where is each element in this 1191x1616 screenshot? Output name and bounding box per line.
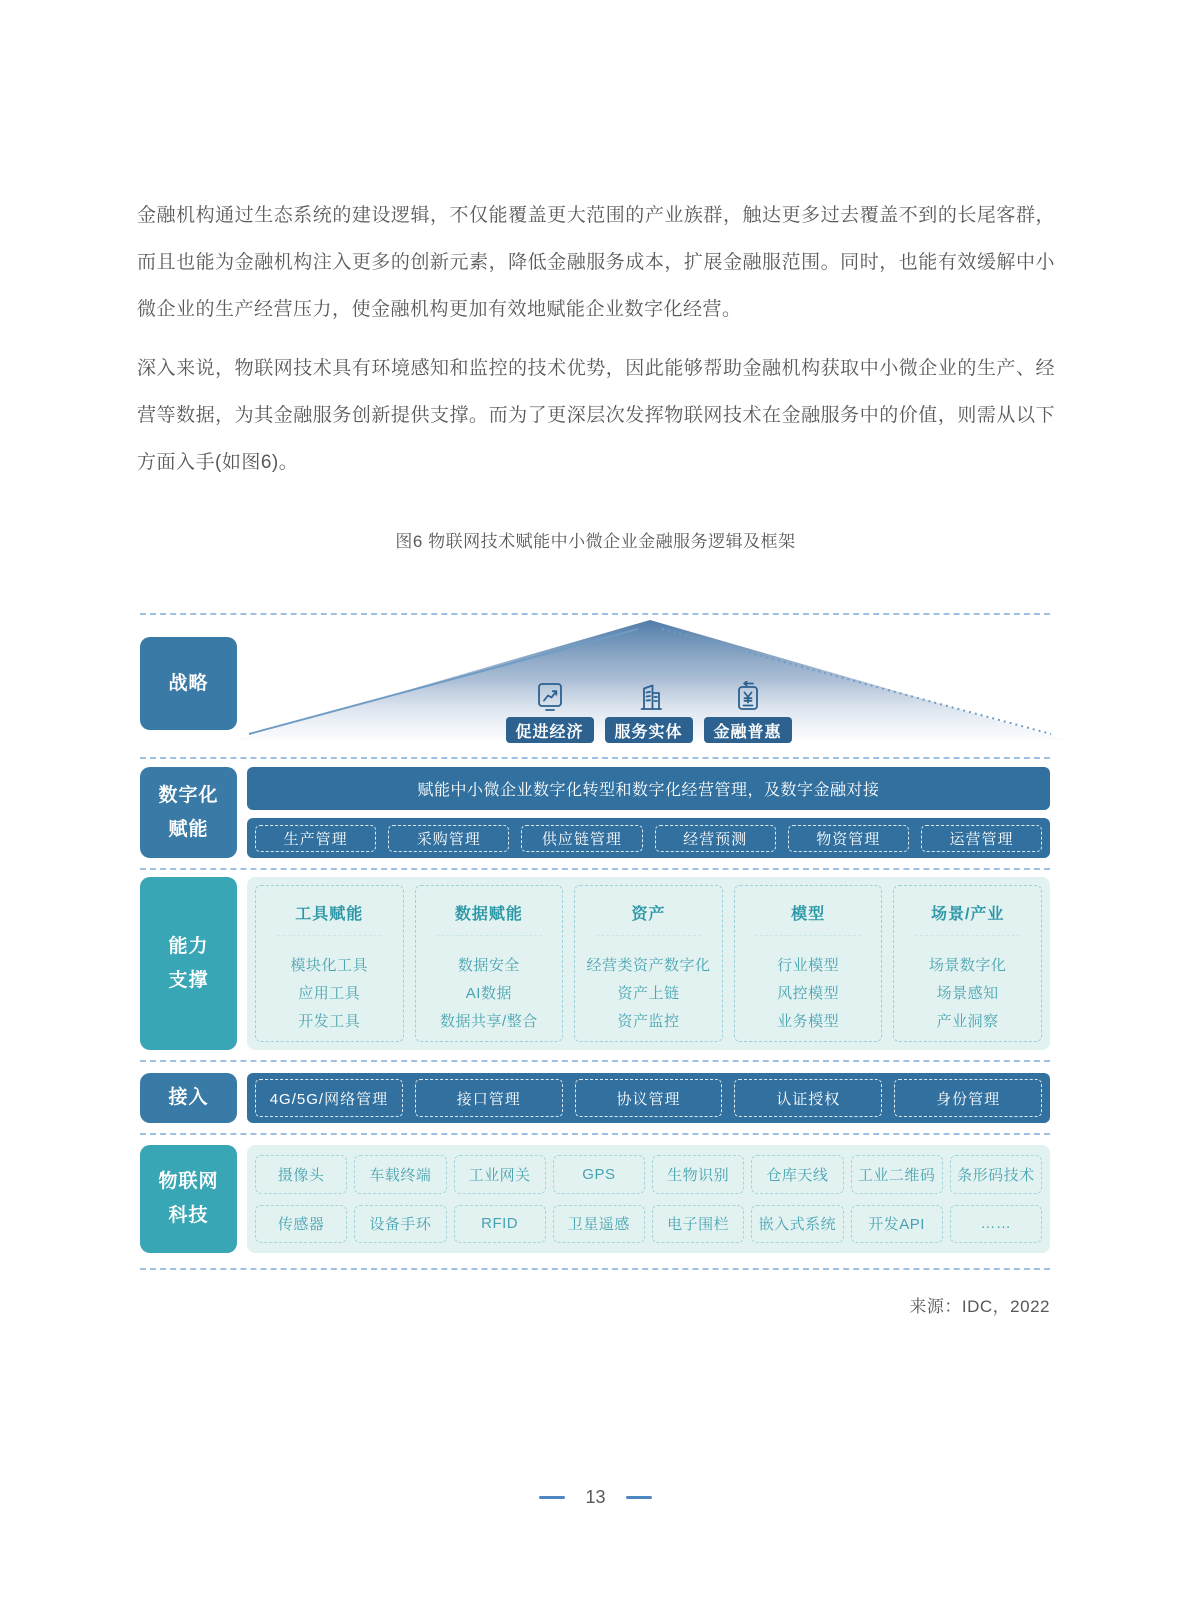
capability-column-models: 模型 行业模型 风控模型 业务模型 bbox=[734, 885, 883, 1042]
goal-button: 促进经济 bbox=[506, 717, 594, 743]
strip-item: 生产管理 bbox=[255, 825, 376, 852]
footer-dash-left bbox=[539, 1496, 565, 1499]
row-label-digital-enablement: 数字化 赋能 bbox=[140, 767, 237, 858]
capability-item: 经营类资产数字化 bbox=[586, 957, 711, 974]
strategy-goals bbox=[247, 680, 1050, 743]
row-label-strategy: 战略 bbox=[140, 637, 237, 730]
capability-item: 数据安全 bbox=[457, 957, 520, 974]
divider bbox=[596, 935, 702, 936]
divider bbox=[140, 868, 1050, 870]
row-label-capability-support: 能力 支撑 bbox=[140, 877, 237, 1050]
page-footer bbox=[0, 1487, 1191, 1508]
capability-item: 风控模型 bbox=[777, 985, 840, 1002]
yuan-receipt-icon bbox=[732, 680, 764, 714]
figure-source: 来源：IDC，2022 bbox=[909, 1297, 1050, 1316]
capability-item: 产业洞察 bbox=[936, 1013, 999, 1030]
divider bbox=[140, 613, 1050, 615]
goal-button: 服务实体 bbox=[605, 717, 693, 743]
strip-item: 身份管理 bbox=[894, 1079, 1042, 1117]
capability-item: 应用工具 bbox=[298, 985, 361, 1002]
strip-item: 供应链管理 bbox=[521, 825, 642, 852]
strip-item: 协议管理 bbox=[575, 1079, 723, 1117]
iot-item: 开发API bbox=[851, 1205, 943, 1244]
figure-caption: 图6 物联网技术赋能中小微企业金融服务逻辑及框架 bbox=[395, 532, 796, 551]
capability-item: 资产上链 bbox=[617, 985, 680, 1002]
goal-promote-economy bbox=[506, 680, 594, 743]
iot-item: GPS bbox=[553, 1155, 645, 1194]
capability-column-scenarios: 场景/产业 场景数字化 场景感知 产业洞察 bbox=[893, 885, 1042, 1042]
goal-serve-entity bbox=[605, 680, 693, 743]
iot-row-2 bbox=[255, 1205, 1042, 1244]
body-paragraph-2: 深入来说，物联网技术具有环境感知和监控的技术优势，因此能够帮助金融机构获取中小微企业的生产、经营等数据，为其金融服务创新提供支撑。而为了更深层次发挥物联网技术在金融服务中的价值，则需从以下方面入手(如图6)。 bbox=[137, 358, 1055, 473]
strip-item: 采购管理 bbox=[388, 825, 509, 852]
capability-item: AI数据 bbox=[465, 985, 512, 1002]
divider bbox=[140, 1060, 1050, 1062]
strip-item: 4G/5G/网络管理 bbox=[255, 1079, 403, 1117]
building-icon bbox=[633, 680, 665, 714]
capability-item: 行业模型 bbox=[777, 957, 840, 974]
capability-panel bbox=[247, 877, 1050, 1050]
divider bbox=[140, 1133, 1050, 1135]
capability-column-data: 数据赋能 数据安全 AI数据 数据共享/整合 bbox=[415, 885, 564, 1042]
divider bbox=[915, 935, 1021, 936]
iot-item: …… bbox=[950, 1205, 1042, 1244]
strip-item: 认证授权 bbox=[734, 1079, 882, 1117]
iot-row-1 bbox=[255, 1155, 1042, 1194]
page-number: 13 bbox=[585, 1487, 606, 1507]
iot-item: 传感器 bbox=[255, 1205, 347, 1244]
capability-item: 资产监控 bbox=[617, 1013, 680, 1030]
divider bbox=[140, 1268, 1050, 1270]
strip-item: 运营管理 bbox=[921, 825, 1042, 852]
goal-button: 金融普惠 bbox=[704, 717, 792, 743]
iot-item: 嵌入式系统 bbox=[751, 1205, 843, 1244]
iot-item: 车载终端 bbox=[354, 1155, 446, 1194]
divider bbox=[277, 935, 383, 936]
iot-item: 条形码技术 bbox=[950, 1155, 1042, 1194]
iot-item: 生物识别 bbox=[652, 1155, 744, 1194]
iot-item: 仓库天线 bbox=[751, 1155, 843, 1194]
goal-financial-inclusion bbox=[704, 680, 792, 743]
digital-management-strip bbox=[247, 818, 1050, 858]
capability-column-assets: 资产 经营类资产数字化 资产上链 资产监控 bbox=[574, 885, 723, 1042]
iot-item: 工业二维码 bbox=[851, 1155, 943, 1194]
iot-item: 工业网关 bbox=[454, 1155, 546, 1194]
chart-growth-icon bbox=[534, 680, 566, 714]
capability-item: 模块化工具 bbox=[290, 957, 369, 974]
divider bbox=[436, 935, 542, 936]
strip-item: 接口管理 bbox=[415, 1079, 563, 1117]
footer-dash-right bbox=[626, 1496, 652, 1499]
body-paragraph-1: 金融机构通过生态系统的建设逻辑，不仅能覆盖更大范围的产业族群，触达更多过去覆盖不到的长尾客群，而且也能为金融机构注入更多的创新元素，降低金融服务成本，扩展金融服范围。同时，也能有效缓解中小微企业的生产经营压力，使金融机构更加有效地赋能企业数字化经营。 bbox=[137, 205, 1055, 320]
strip-item: 经营预测 bbox=[655, 825, 776, 852]
capability-column-tools: 工具赋能 模块化工具 应用工具 开发工具 bbox=[255, 885, 404, 1042]
access-strip bbox=[247, 1073, 1050, 1123]
strip-item: 物资管理 bbox=[788, 825, 909, 852]
capability-item: 开发工具 bbox=[298, 1013, 361, 1030]
digital-enablement-banner: 赋能中小微企业数字化转型和数字化经营管理，及数字金融对接 bbox=[247, 767, 1050, 810]
row-label-access: 接入 bbox=[140, 1073, 237, 1123]
divider bbox=[755, 935, 861, 936]
capability-item: 数据共享/整合 bbox=[440, 1013, 538, 1030]
row-label-iot-technology: 物联网 科技 bbox=[140, 1145, 237, 1253]
iot-item: 设备手环 bbox=[354, 1205, 446, 1244]
capability-item: 场景感知 bbox=[936, 985, 999, 1002]
iot-item: 电子围栏 bbox=[652, 1205, 744, 1244]
iot-panel bbox=[247, 1145, 1050, 1253]
capability-item: 场景数字化 bbox=[928, 957, 1007, 974]
iot-item: 摄像头 bbox=[255, 1155, 347, 1194]
iot-item: RFID bbox=[454, 1205, 546, 1244]
iot-item: 卫星遥感 bbox=[553, 1205, 645, 1244]
divider bbox=[140, 757, 1050, 759]
capability-item: 业务模型 bbox=[777, 1013, 840, 1030]
